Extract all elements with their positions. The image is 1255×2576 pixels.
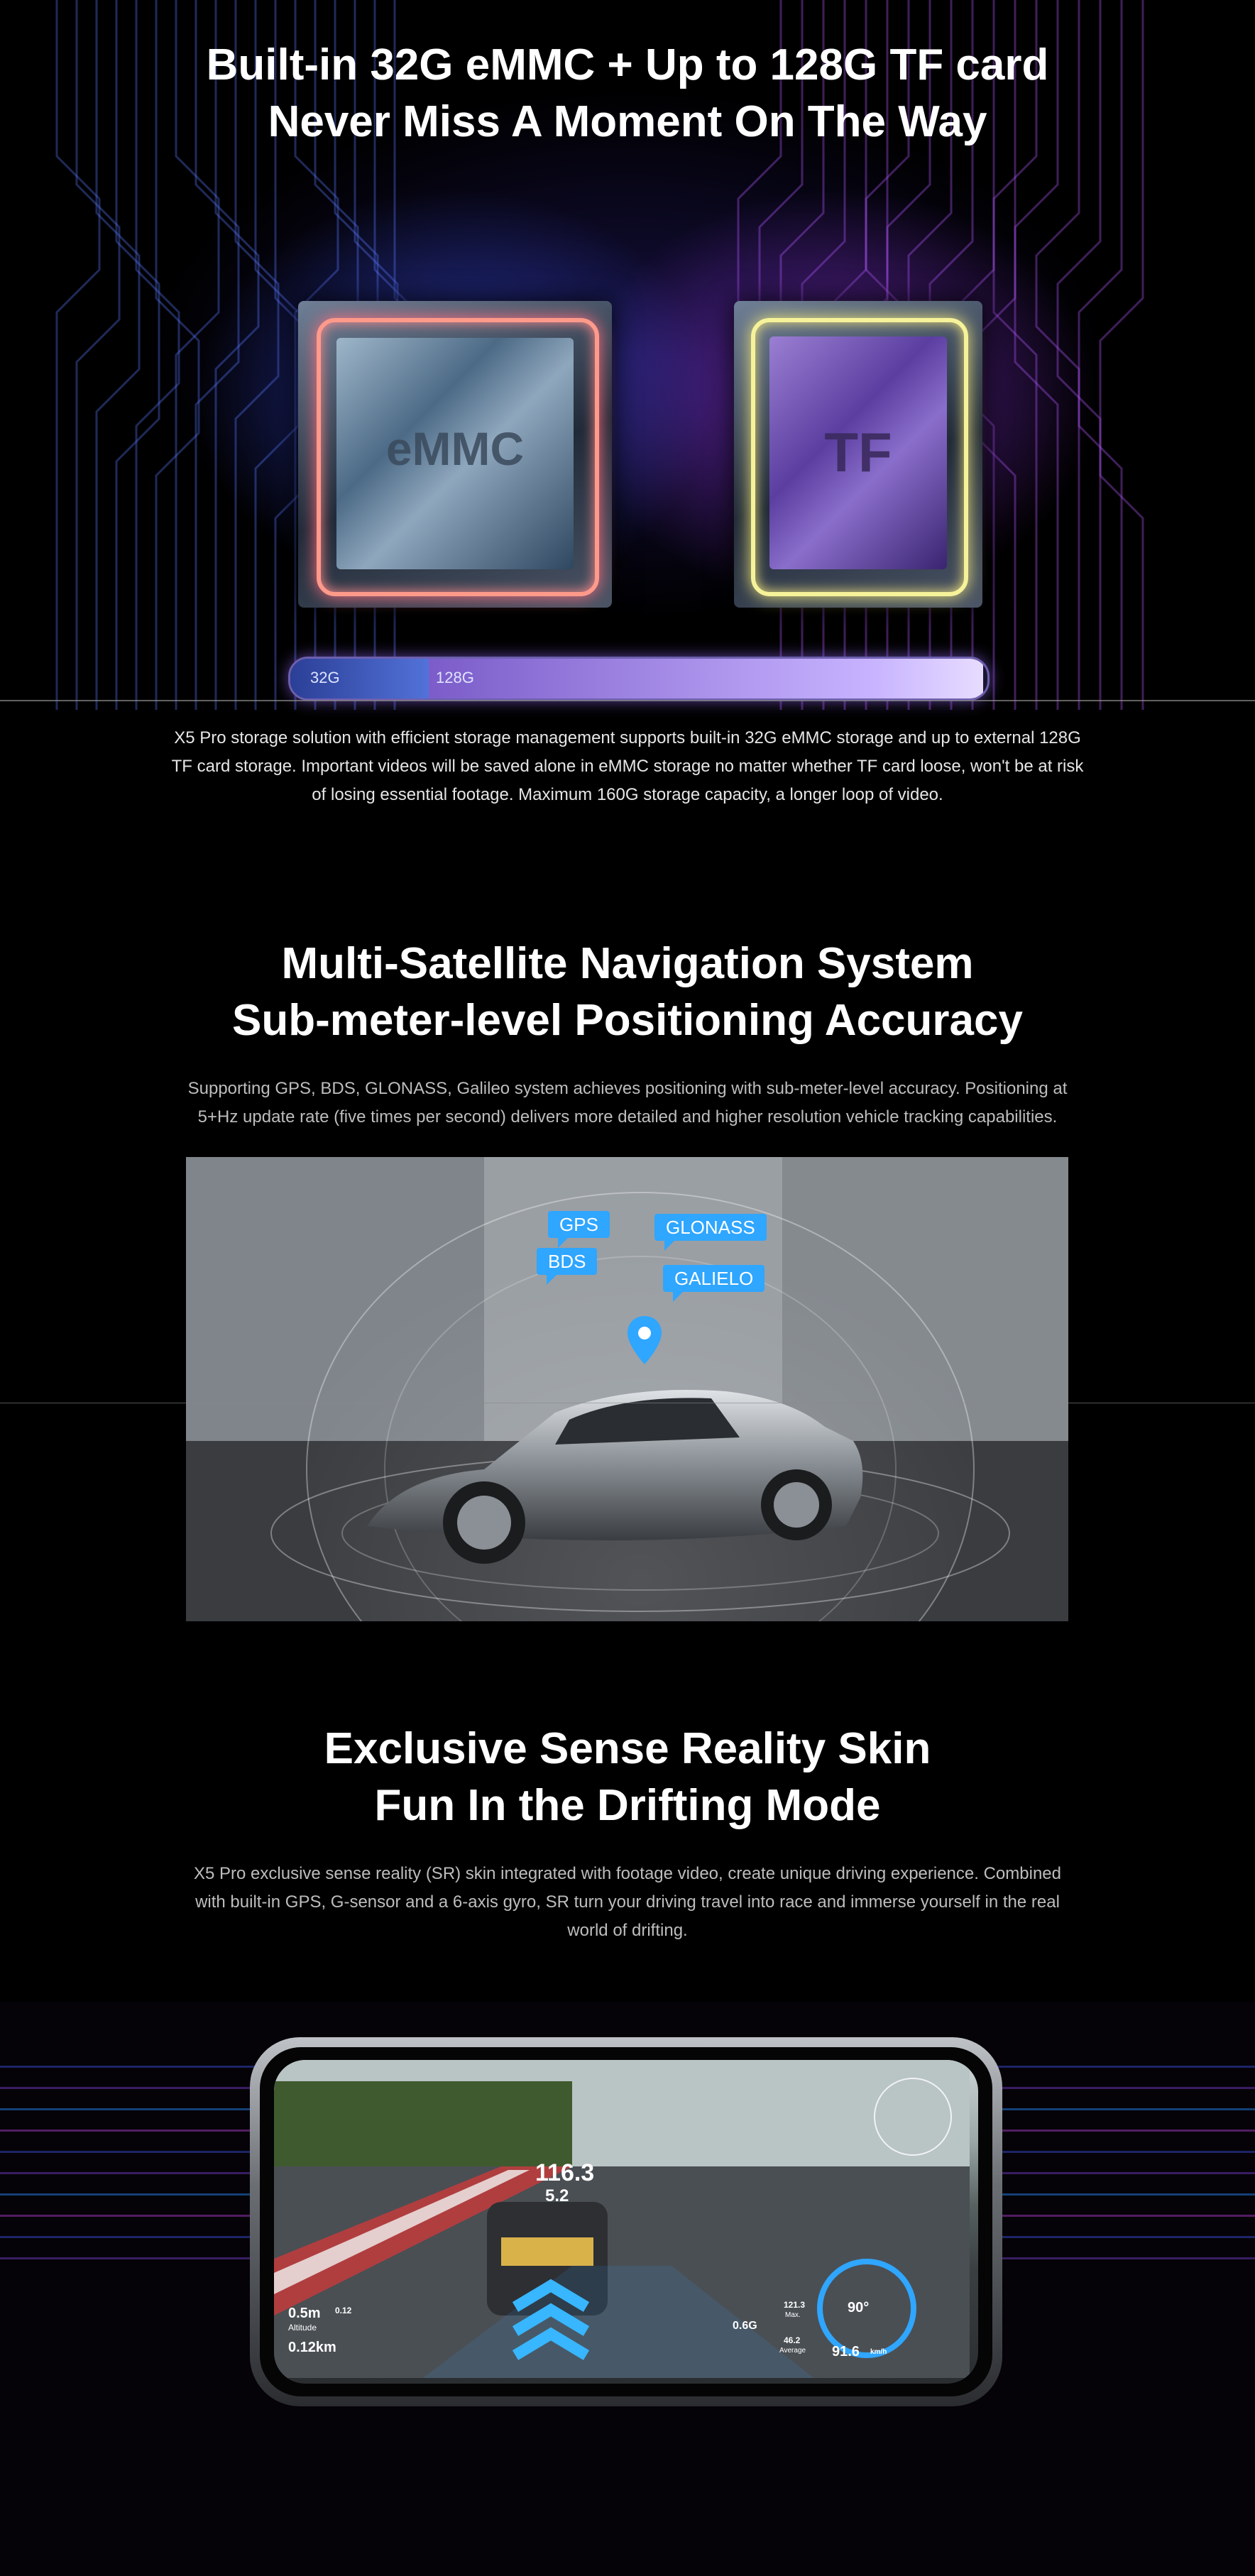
hud-distance: 0.12km xyxy=(288,2340,336,2355)
storage-title-line1: Built-in 32G eMMC + Up to 128G TF card xyxy=(206,40,1049,89)
storage-section xyxy=(0,0,1255,852)
hud-altitude-value: 0.5m xyxy=(288,2306,321,2321)
hud-speed-small: 5.2 xyxy=(545,2186,569,2205)
location-pin-icon xyxy=(626,1315,663,1366)
emmc-chip xyxy=(298,301,612,608)
race-track-scene xyxy=(274,2060,970,2378)
hud-max-value: 121.3 xyxy=(784,2300,806,2310)
gnss-tag-glonass: GLONASS xyxy=(654,1214,767,1241)
sr-title-line2: Fun In the Drifting Mode xyxy=(374,1781,881,1830)
storage-capacity-bar xyxy=(288,657,990,701)
gnss-tag-bds: BDS xyxy=(537,1248,597,1275)
hud-speed-readout: 91.6 xyxy=(832,2344,860,2359)
sr-title-line1: Exclusive Sense Reality Skin xyxy=(324,1724,931,1773)
sr-description: X5 Pro exclusive sense reality (SR) skin integrated with footage video, create unique driving experience. Combined with built-in GPS, G-sensor and a 6-axis gyro, SR turn your driving travel into race and immerse yourself in the real world of drifting. xyxy=(194,1864,1061,1940)
emmc-capacity-label: 32G xyxy=(310,669,340,686)
divider-line xyxy=(0,700,1255,701)
gnss-tag-galileo: GALIELO xyxy=(663,1265,764,1292)
hud-max-label: Max. xyxy=(785,2311,801,2319)
gnss-description: Supporting GPS, BDS, GLONASS, Galileo system achieves positioning with sub-meter-level accuracy. Positioning at 5+Hz update rate (five times per second) delivers more detailed and higher resolution vehicle tracking capabilities. xyxy=(187,1079,1068,1127)
hud-g-value: 0.6G xyxy=(733,2320,757,2332)
hud-altitude-label: Altitude xyxy=(288,2323,317,2333)
dashcam-footage-screen xyxy=(274,2060,978,2384)
hud-altitude-small: 0.12 xyxy=(335,2306,352,2315)
tf-capacity-segment xyxy=(429,659,983,698)
hud-speed-unit: km/h xyxy=(870,2348,887,2356)
hud-avg-label: Average xyxy=(779,2347,806,2355)
gnss-tag-gps: GPS xyxy=(548,1211,610,1238)
gnss-title-line1: Multi-Satellite Navigation System xyxy=(281,939,974,988)
storage-title-line2: Never Miss A Moment On The Way xyxy=(268,97,987,146)
phone-mockup xyxy=(250,2037,1002,2406)
gnss-car-image xyxy=(186,1157,1068,1621)
sr-phone-stage xyxy=(0,2002,1255,2576)
tf-capacity-label: 128G xyxy=(436,669,474,686)
tf-card-chip xyxy=(734,301,982,608)
storage-description: X5 Pro storage solution with efficient storage management supports built-in 32G eMMC storage and up to external 128G TF card storage. Important videos will be saved alone in eMMC storage no matter whether TF card loose, won't be at risk of losing essential footage. Maximum 160G storage capacity, a longer loop of video. xyxy=(171,728,1084,804)
tf-chip-label: TF xyxy=(824,421,892,483)
gnss-title-line2: Sub-meter-level Positioning Accuracy xyxy=(231,996,1023,1045)
hud-angle: 90° xyxy=(848,2300,870,2315)
hud-avg-value: 46.2 xyxy=(784,2335,801,2345)
hud-speed-big: 116.3 xyxy=(535,2159,595,2186)
emmc-chip-label: eMMC xyxy=(385,422,525,475)
car-scene-illustration xyxy=(186,1157,1068,1621)
